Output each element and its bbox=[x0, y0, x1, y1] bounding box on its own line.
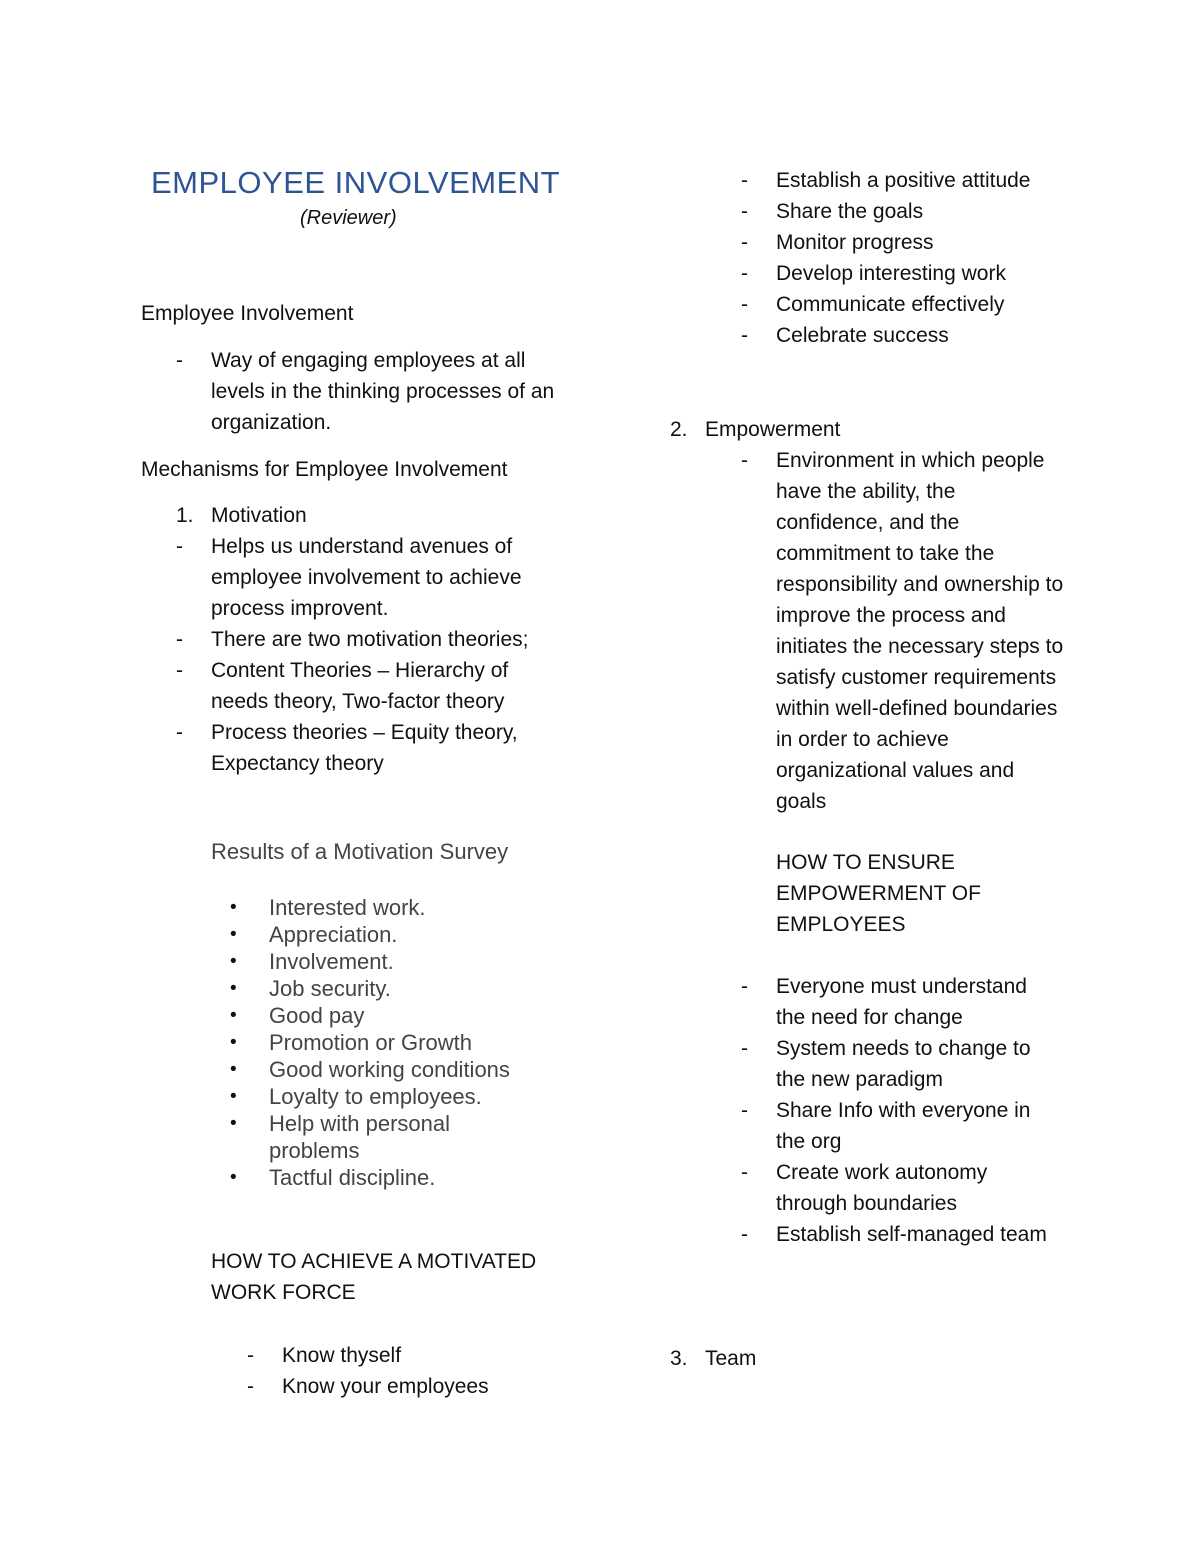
list-number: 1. bbox=[176, 504, 194, 527]
bullet-marker: • bbox=[230, 1086, 237, 1107]
dash-marker: - bbox=[741, 1161, 748, 1184]
document-title: EMPLOYEE INVOLVEMENT bbox=[151, 165, 561, 200]
survey-title: Results of a Motivation Survey bbox=[211, 839, 509, 864]
list-item: Communicate effectively bbox=[776, 293, 1005, 316]
dash-marker: - bbox=[247, 1375, 254, 1398]
dash-marker: - bbox=[176, 659, 183, 682]
bullet-marker: • bbox=[230, 1005, 237, 1026]
bullet-marker: • bbox=[230, 978, 237, 999]
dash-marker: - bbox=[741, 1099, 748, 1122]
dash-marker: - bbox=[741, 1223, 748, 1246]
dash-marker: - bbox=[176, 628, 183, 651]
dash-marker: - bbox=[176, 721, 183, 744]
empowerment-heading: HOW TO ENSURE EMPOWERMENT OF EMPLOYEES bbox=[776, 851, 981, 936]
list-item: Good pay bbox=[269, 1003, 365, 1028]
list-item: Establish a positive attitude bbox=[776, 169, 1031, 192]
motivated-workforce-heading: HOW TO ACHIEVE A MOTIVATED WORK FORCE bbox=[211, 1250, 537, 1304]
empowerment-definition: Environment in which people have the ability, the confidence, and the commitment to take the responsibility and ownership to improve the process and initiates the necessary steps to satisfy customer requirements within well-defined boundaries in order to achieve organizational values and goals bbox=[776, 449, 1064, 813]
dash-marker: - bbox=[741, 324, 748, 347]
dash-marker: - bbox=[741, 975, 748, 998]
list-item: Help with personal problems bbox=[269, 1111, 450, 1163]
list-item: Process theories – Equity theory, Expectancy theory bbox=[211, 721, 518, 775]
list-item: System needs to change to the new paradigm bbox=[776, 1037, 1031, 1091]
list-item: Good working conditions bbox=[269, 1057, 510, 1082]
dash-marker: - bbox=[741, 449, 748, 472]
list-item: Celebrate success bbox=[776, 324, 949, 347]
bullet-marker: • bbox=[230, 924, 237, 945]
list-item: Interested work. bbox=[269, 895, 426, 920]
dash-marker: - bbox=[247, 1344, 254, 1367]
list-number: 2. bbox=[670, 418, 688, 441]
list-item: Appreciation. bbox=[269, 922, 398, 947]
list-item: Develop interesting work bbox=[776, 262, 1006, 285]
list-item: Involvement. bbox=[269, 949, 394, 974]
list-item: Create work autonomy through boundaries bbox=[776, 1161, 988, 1215]
list-item: Helps us understand avenues of employee involvement to achieve process improvent. bbox=[211, 535, 522, 620]
dash-marker: - bbox=[741, 169, 748, 192]
list-item: Share the goals bbox=[776, 200, 924, 223]
document-subtitle: (Reviewer) bbox=[300, 207, 397, 229]
list-item: Monitor progress bbox=[776, 231, 934, 254]
dash-marker: - bbox=[741, 262, 748, 285]
bullet-marker: • bbox=[230, 897, 237, 918]
mechanism-motivation-label: Motivation bbox=[211, 504, 307, 527]
list-item: Content Theories – Hierarchy of needs theory, Two-factor theory bbox=[211, 659, 509, 713]
dash-marker: - bbox=[741, 1037, 748, 1060]
list-item: Loyalty to employees. bbox=[269, 1084, 482, 1109]
bullet-marker: • bbox=[230, 1059, 237, 1080]
dash-marker: - bbox=[176, 535, 183, 558]
bullet-marker: • bbox=[230, 1113, 237, 1134]
list-item: Know your employees bbox=[282, 1375, 489, 1398]
mechanism-empowerment-label: Empowerment bbox=[705, 418, 841, 441]
section-heading-mechanisms: Mechanisms for Employee Involvement bbox=[141, 458, 508, 481]
list-item: Establish self-managed team bbox=[776, 1223, 1047, 1246]
list-item: Tactful discipline. bbox=[269, 1165, 436, 1190]
list-item: Promotion or Growth bbox=[269, 1030, 472, 1055]
dash-marker: - bbox=[741, 231, 748, 254]
definition-text: Way of engaging employees at all levels in the thinking processes of an organization. bbox=[211, 349, 555, 434]
list-item: Everyone must understand the need for change bbox=[776, 975, 1027, 1029]
list-item: Know thyself bbox=[282, 1344, 402, 1367]
bullet-marker: • bbox=[230, 1167, 237, 1188]
dash-marker: - bbox=[741, 200, 748, 223]
bullet-marker: • bbox=[230, 1032, 237, 1053]
bullet-marker: • bbox=[230, 951, 237, 972]
list-item: Job security. bbox=[269, 976, 391, 1001]
list-item: Share Info with everyone in the org bbox=[776, 1099, 1031, 1153]
dash-marker: - bbox=[741, 293, 748, 316]
mechanism-team-label: Team bbox=[705, 1347, 757, 1370]
section-heading-employee-involvement: Employee Involvement bbox=[141, 302, 354, 325]
dash-marker: - bbox=[176, 349, 183, 372]
list-number: 3. bbox=[670, 1347, 688, 1370]
list-item: There are two motivation theories; bbox=[211, 628, 529, 651]
